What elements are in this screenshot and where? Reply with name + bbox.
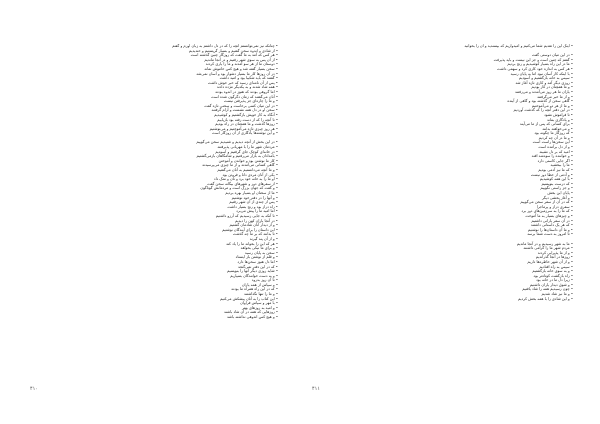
page-number-right: ۴۱۱ — [312, 386, 321, 392]
text-line: • یاران ما هر روز می‌آمدند و می‌رفتند — [515, 89, 573, 94]
text-line: • که روزگار ما چگونه بود — [534, 131, 573, 136]
text-line: • که ما نیز آدمی بودیم — [538, 168, 573, 173]
text-line: • تا آنچه را که از دست رفته بود بازیابیم — [217, 117, 278, 122]
text-line: • و این نوشته‌ها یادگاری از آن روزگار است — [212, 131, 278, 136]
text-line: • که در این دفتر نمی‌گنجد — [237, 264, 278, 269]
text-line: • و ما همچنان در کار بودیم — [531, 85, 573, 90]
text-line: • ما از سخنان او بسیار بهره بردیم — [225, 191, 278, 195]
text-line: • و آنها را در دفتر خود نوشتیم — [231, 195, 278, 200]
text-line: • و این شادی را با همه بخش کردیم — [518, 296, 573, 301]
text-line: • اما گروهی بودند که هنوز در اندوه بودند — [215, 89, 278, 94]
text-line: • در آنجا یاران کهن را دیدیم — [234, 218, 278, 223]
text-line: • زیرا دل ما در خانه بود — [536, 278, 573, 283]
text-line: • سخن به پایان رسید — [244, 250, 278, 255]
text-line: • ما در این راه بسیار کوشیدیم و رنج بردیم — [507, 62, 573, 67]
text-line: • گفتم که چنین است و جز این نیست و باید پذیرفت — [493, 57, 573, 62]
text-line: • با اینکه کار آسان نبود اما به پایان رسید — [510, 71, 573, 76]
text-line: • و از دیدار آنان شادمان گشتیم — [229, 223, 278, 228]
text-line: • و ما نیز شاد شدیم — [541, 292, 573, 297]
text-line: • این داستان را برای آیندگان نوشتیم — [222, 227, 278, 232]
text-line: • و ما را تنها نگذاشتند — [244, 292, 278, 297]
text-line: • گاهی سخن از گذشته بود و گاهی از آینده — [507, 99, 573, 104]
text-line: • و گفت که جهان بزرگ است و مردمانش گوناگون — [200, 186, 278, 191]
text-line: • در آن سفر یارانی داشتیم — [531, 218, 573, 223]
text-line: • و شوق دیدار یاران داشتیم — [529, 282, 573, 287]
right-block-a — [322, 44, 573, 237]
text-line: • اما امید ما را پیش می‌برد — [236, 209, 278, 214]
text-line: • و آدمی از خطا دور نیست — [530, 172, 573, 177]
text-line: • و ما آنچه می‌دانستیم به آنان می‌گفتیم — [217, 168, 278, 173]
text-line: • و به سوی خانه بازگشتیم — [532, 269, 573, 274]
text-line: • آنگاه به کار خویش بازگشتیم و کوشیدیم — [214, 112, 278, 117]
text-line: • همه شاد شدند و به یکدیگر مژده دادند — [216, 85, 278, 90]
text-line: • بامدادان به بازار می‌رفتیم و شامگاهان بازمی‌گشتیم — [196, 154, 278, 159]
text-line: • گاهی کسانی می‌آمدند و از ما چیزی می‌پرسیدند — [202, 163, 278, 168]
text-line: • تا فراموش نشود — [544, 112, 573, 117]
text-line: • پایان این بخش — [547, 191, 573, 195]
text-line: • و ما را چاره‌ای جز پذیرفتن نیست — [223, 99, 278, 104]
text-line: • و برای ما نیکی بخواهد — [240, 246, 278, 251]
text-line: • و چیزهای بسیار به ما آموخت — [525, 213, 573, 218]
text-line: • و از دل برآمده است — [538, 145, 573, 150]
text-line: • و ما در آن چه کردیم — [538, 135, 573, 140]
text-line: • در این میان کسی برخاست و سخنی تازه گفت — [204, 103, 278, 108]
text-line: • تا آنکه به جایی رسیدیم که آرزو داشتیم — [215, 213, 278, 218]
text-line: • از آن پس به سوی شهر رفتیم و در آنجا ماندیم — [204, 57, 278, 62]
text-line: • که ما را به سرزمین‌های دور برد — [521, 209, 573, 214]
text-line: • هر کس که آمد به ما گفت که روزگار چنین گذشته است — [190, 53, 278, 58]
text-line: • در این میان دوستی گفت — [531, 53, 573, 58]
text-line: • و قلم از نوشتن باز ایستاد — [235, 255, 278, 260]
text-line: • با مهر و سپاس فراوان — [240, 301, 278, 306]
text-line: • و امید به روزهای بهتر — [241, 305, 278, 310]
text-line: • و سپاس از همه یاران — [241, 282, 278, 287]
text-line: • راه بازگشت کوتاه‌تر بود — [533, 273, 573, 278]
text-line: • سخن او در دل همه نشست و آرام گرفتند — [211, 108, 278, 113]
text-line: • روزهایی که همه در آن شاد باشند — [224, 310, 278, 315]
text-line: • و ما آن داستان‌ها را نوشتیم — [527, 227, 573, 232]
text-line: • چون رسیدیم همه را شاد یافتیم — [522, 287, 573, 292]
text-line: • اما دل هنوز سخن‌ها دارد — [237, 259, 278, 264]
text-line: • او ما را به خانه خود برد و نان و نمک داد — [213, 177, 278, 182]
right-page — [300, 0, 600, 424]
text-line: • که هر یک داستانی داشتند — [530, 223, 573, 228]
text-line: • و از ما خبر می‌گرفتند — [537, 94, 573, 99]
text-line: • این سخن‌ها راست است — [532, 140, 573, 145]
text-line: • و ما از هر دو می‌آموختیم — [531, 103, 573, 108]
text-line: • و یادگاری بماند — [546, 117, 573, 122]
text-line: • در این بخش از آنچه دیدیم و شنیدیم سخن می‌گوییم — [196, 140, 278, 145]
text-line: • با این همه کوشیدیم — [539, 177, 573, 182]
text-line: • اینک این را تقدیم شما می‌کنیم و امیدواریم که بپسندید و آن را بخوانید — [464, 44, 573, 48]
text-line: • برای کسانی که پس از ما می‌آیند — [519, 122, 573, 127]
text-line: • یکی از آنان مردی دانا و فروتن بود — [222, 172, 278, 177]
text-line: • سپس به خانه بازگشتیم و آسودیم — [518, 76, 573, 81]
page-number-left: ۴۱۰ — [30, 386, 39, 392]
text-line: • سپس به راه افتادیم — [539, 264, 573, 269]
text-line: • و می‌خواهند بدانند — [542, 126, 573, 131]
text-line: • در خانه‌ای کوچک جای گرفتیم و آسودیم — [215, 149, 278, 154]
left-block-a — [28, 44, 278, 136]
text-line: • روزی دیگر آمد و کاری تازه آغاز شد — [515, 80, 573, 85]
text-line: • روزها در آنجا گذراندیم — [535, 255, 573, 260]
text-line: • هر که این را بخواند ما را یاد کند — [226, 241, 278, 246]
text-line: • و هیچ کس اندوهی نداشته باشد — [226, 315, 278, 320]
text-line: • سخن بسیار گفته شد و هیچ کس خاموش نماند — [204, 66, 278, 71]
text-line: • سفری دراز و پرماجرا — [536, 204, 573, 209]
text-line: • اگر جایی کاستی دارد — [537, 158, 573, 163]
left-text-column — [28, 44, 278, 320]
text-line: • کار ما نوشتن بود و خواندن و آموختن — [218, 158, 278, 163]
text-line: • این کتاب را به آنان پیشکش می‌کنیم — [219, 296, 278, 301]
text-line: • امید که بر دل نشیند — [539, 149, 573, 154]
text-line: • چنانکه نیز نمی‌توانستم آنچه را که در دل داشتم به زبان آورم و گفتم — [172, 44, 278, 48]
text-line: • و آغاز بخشی دیگر — [541, 195, 573, 200]
text-line: • آنان می‌گفتند که زمان دگرگون شده است — [211, 94, 278, 99]
text-line: • در این دفتر آنچه را که گذشت آوردیم — [513, 108, 573, 113]
text-line: • و به دست خوانندگان بسپاریم — [230, 273, 278, 278]
text-line: • دوستان ما از هر سو آمدند و ما را یاری کردند — [205, 62, 278, 67]
right-block-b — [322, 242, 573, 302]
text-line: • و از ما پذیرایی کردند — [537, 250, 573, 255]
text-line: • پس از آن نامه‌ای رسید که خبر خوش داشت — [207, 80, 278, 85]
text-line: • که در این راه همراه ما بودند — [231, 287, 278, 292]
text-line: • گفتند که باید شکیبا بود و امید داشت — [219, 76, 278, 81]
text-line: • ما را ببخشید — [550, 163, 573, 168]
text-line: • تا بدانند که بر ما چه گذشت — [232, 232, 278, 237]
text-line: • و از آن شهر خاطره‌ها داریم — [527, 259, 573, 264]
text-line: • و از آن پند گیرند — [249, 236, 278, 241]
text-line: • تا امروز به دست شما برسد — [527, 232, 573, 237]
text-line: • در آن روزها کار ما بسیار دشوار بود و آسان نمی‌شد — [196, 71, 278, 76]
right-text-column — [322, 44, 573, 301]
text-line: • پس از چندی از آن شهر رفتیم — [229, 200, 278, 205]
text-line: • تا آن روز بدرود — [251, 278, 278, 283]
text-line: • هر کس به اندازه خود کاری کرد و سهمی داشت — [496, 66, 573, 71]
left-block-b — [28, 140, 278, 319]
text-line: • مردمان شهر ما را با مهربانی پذیرفتند — [217, 145, 278, 150]
text-line: • مردم شهر ما را گرامی داشتند — [523, 246, 573, 251]
text-line: • ما به شهر رسیدیم و در آنجا ماندیم — [516, 241, 573, 246]
text-line: • و خواننده را سودمند افتد — [531, 154, 573, 159]
text-line: • و جز راستی نگوییم — [540, 186, 573, 191]
text-line: • هر روز چیزی تازه می‌آموختیم و می‌نوشتیم — [209, 126, 278, 131]
text-line: • که در آن از سفر سخن می‌گوییم — [520, 200, 573, 205]
text-line: • از شادی و اندوه سخن گفتیم و بسیار گریستیم و خندیدیم — [188, 48, 278, 53]
text-line: • روزها گذشت و ما همچنان در راه بودیم — [215, 122, 278, 127]
text-line: • شاید روزی دیگر آنها را بنویسیم — [227, 269, 278, 274]
text-line: • از سفرهای دور و شهرهای بیگانه سخن گفت — [207, 181, 278, 186]
text-line: • راه دراز بود و رنج بسیار داشت — [227, 204, 278, 209]
text-line: • که درست بنویسیم — [541, 181, 573, 186]
